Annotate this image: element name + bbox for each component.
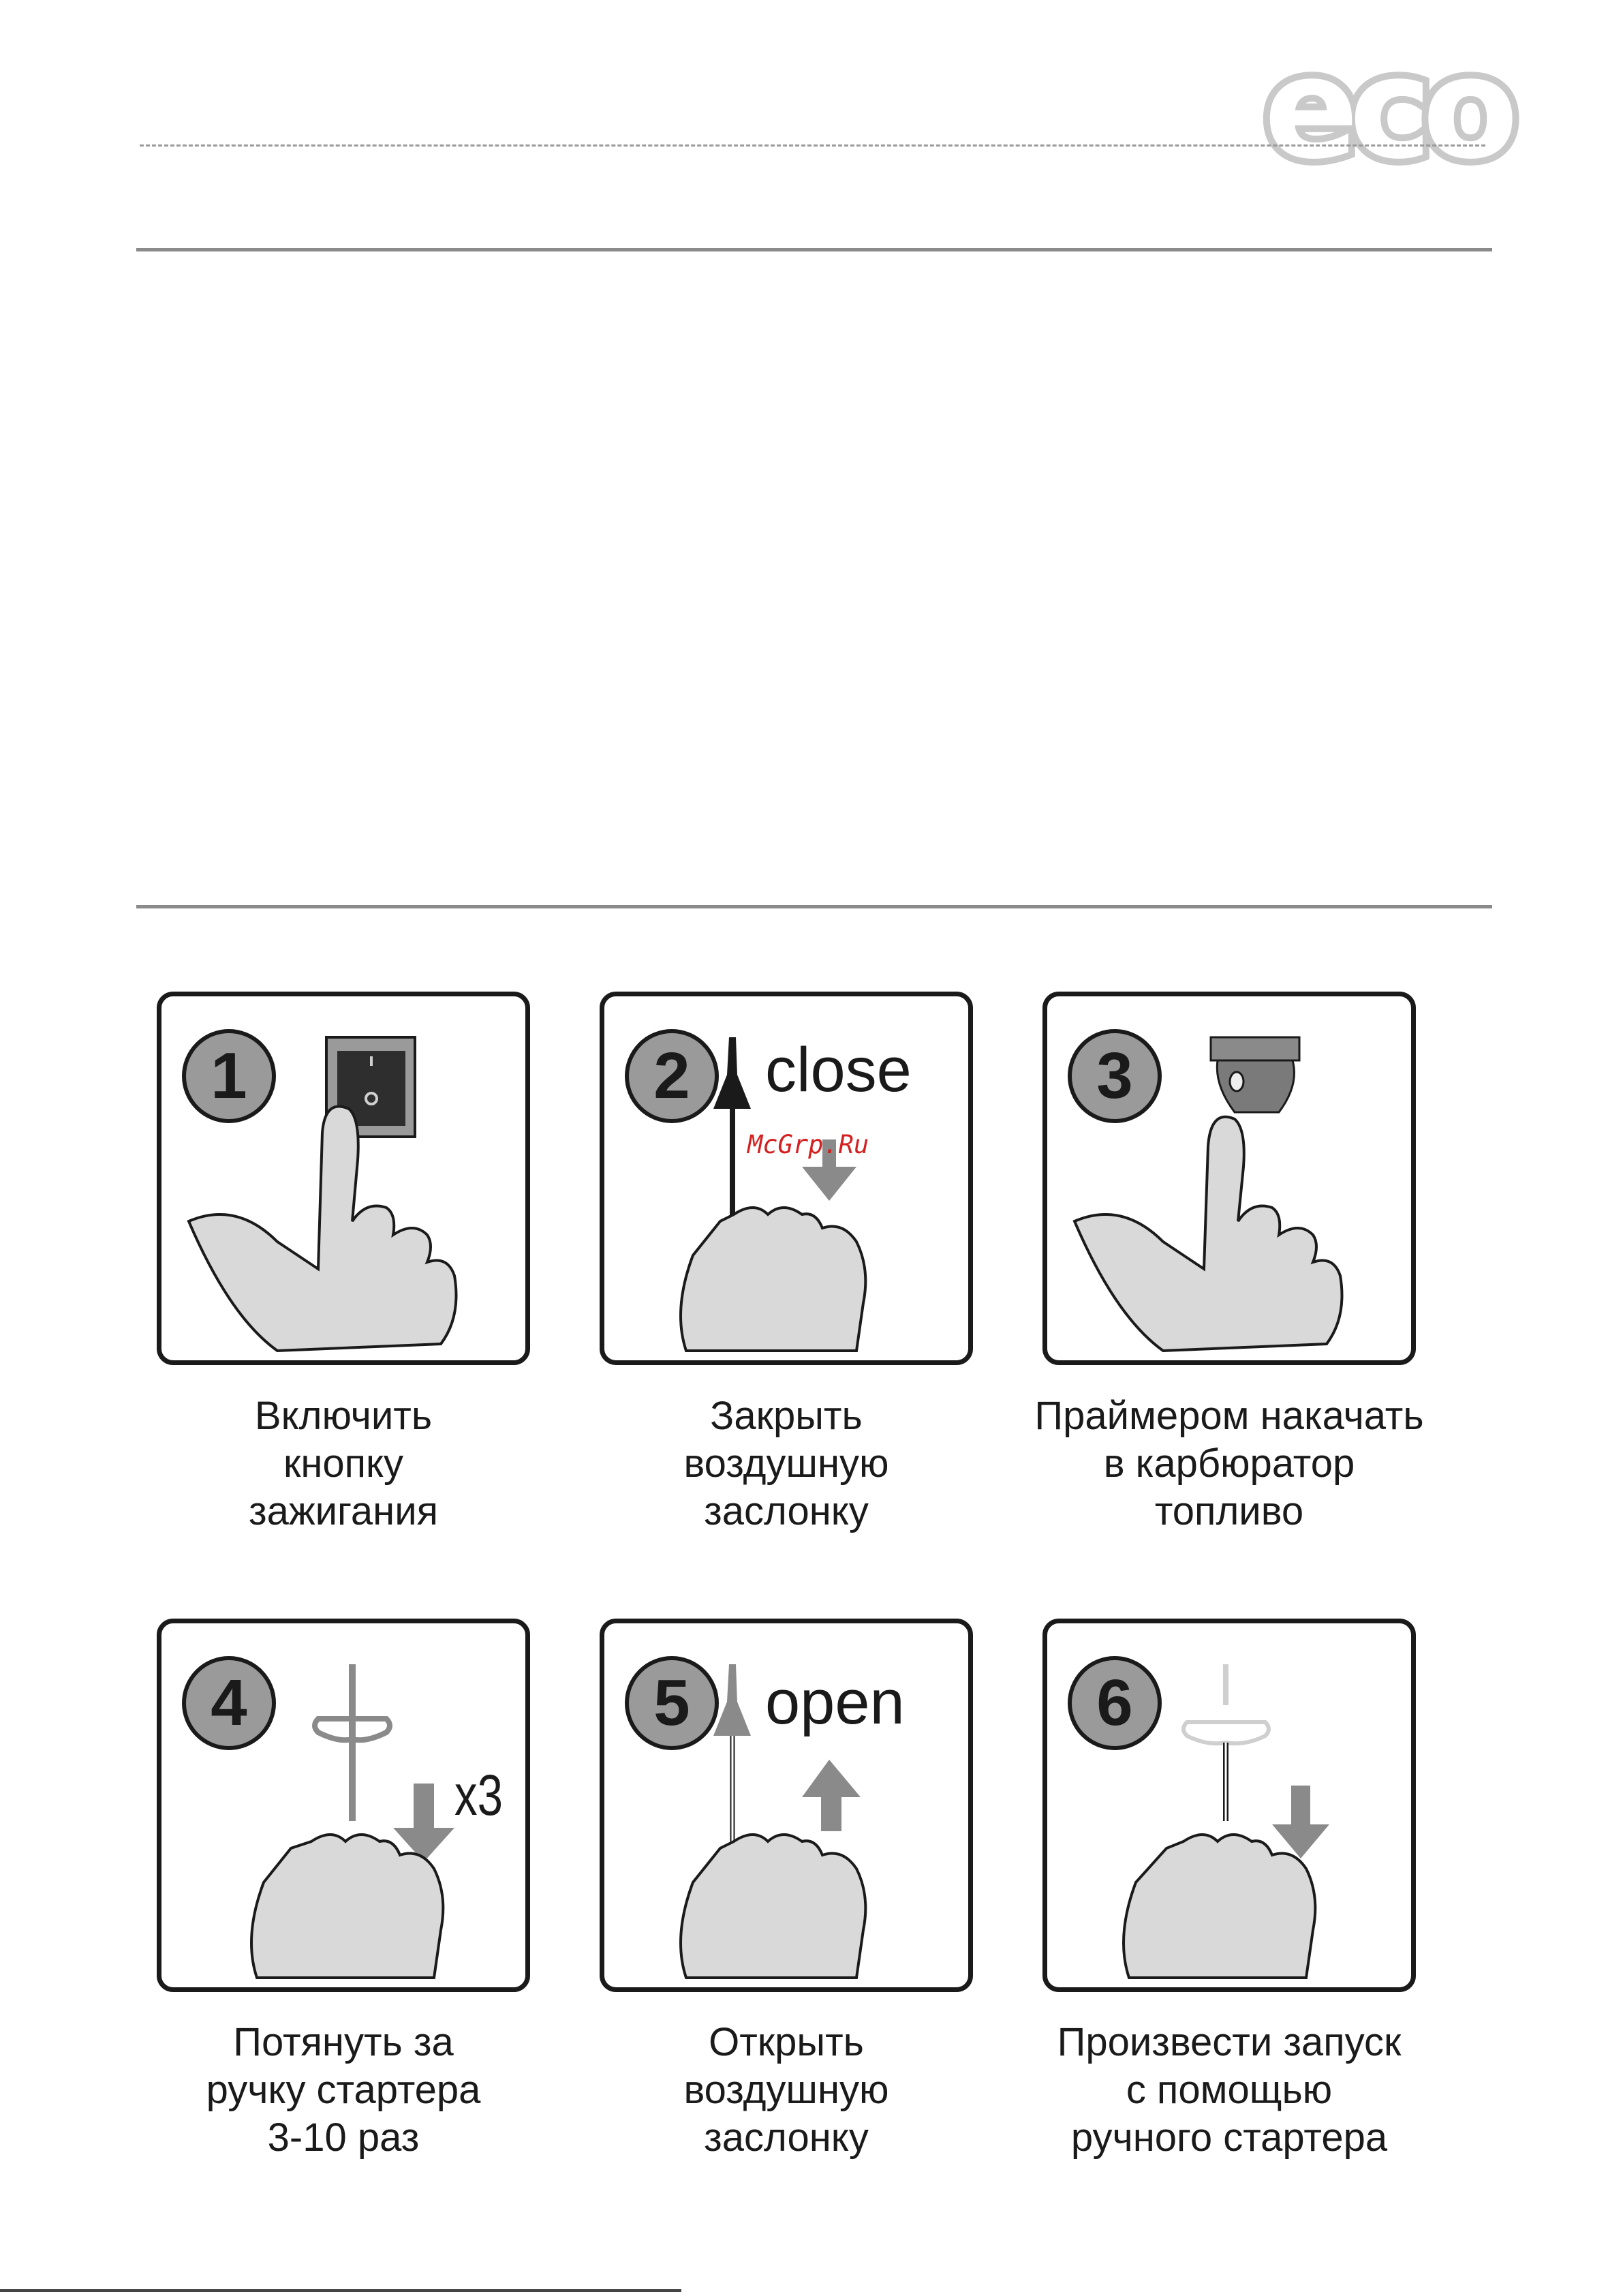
step-2-caption: Закрыть воздушную заслонку	[683, 1394, 889, 1533]
step-6-number-badge: 6	[1068, 1656, 1162, 1750]
repeat-x3-label: x3	[454, 1763, 503, 1827]
open-label: open	[765, 1668, 905, 1737]
footer-rule	[0, 2289, 681, 2292]
top-rule	[136, 248, 1492, 251]
step-4-panel	[157, 1619, 530, 1992]
close-label: close	[765, 1035, 912, 1105]
header-dashed-divider	[140, 144, 1485, 147]
step-4-number-badge: 4	[182, 1656, 276, 1750]
step-2-number-badge: 2	[625, 1029, 719, 1123]
watermark: McGrp.Ru	[747, 1130, 869, 1159]
step-1-panel	[157, 992, 530, 1365]
step-3-caption: Праймером накачать в карбюратор топливо	[1034, 1394, 1424, 1533]
section-rule	[136, 905, 1492, 908]
step-6-caption: Произвести запуск с помощью ручного стартера	[1057, 2020, 1402, 2160]
eco-logo: eco	[1264, 28, 1509, 190]
step-5-panel	[600, 1619, 973, 1992]
step-3-panel	[1042, 992, 1416, 1365]
step-5-caption: Открыть воздушную заслонку	[683, 2020, 889, 2160]
step-6-panel	[1042, 1619, 1416, 1992]
step-3-number-badge: 3	[1068, 1029, 1162, 1123]
step-1-caption: Включить кнопку зажигания	[248, 1394, 439, 1533]
step-1-number-badge: 1	[182, 1029, 276, 1123]
step-5-number-badge: 5	[625, 1656, 719, 1750]
step-4-caption: Потянуть за ручку стартера 3-10 раз	[206, 2020, 481, 2160]
step-2-panel	[600, 992, 973, 1365]
